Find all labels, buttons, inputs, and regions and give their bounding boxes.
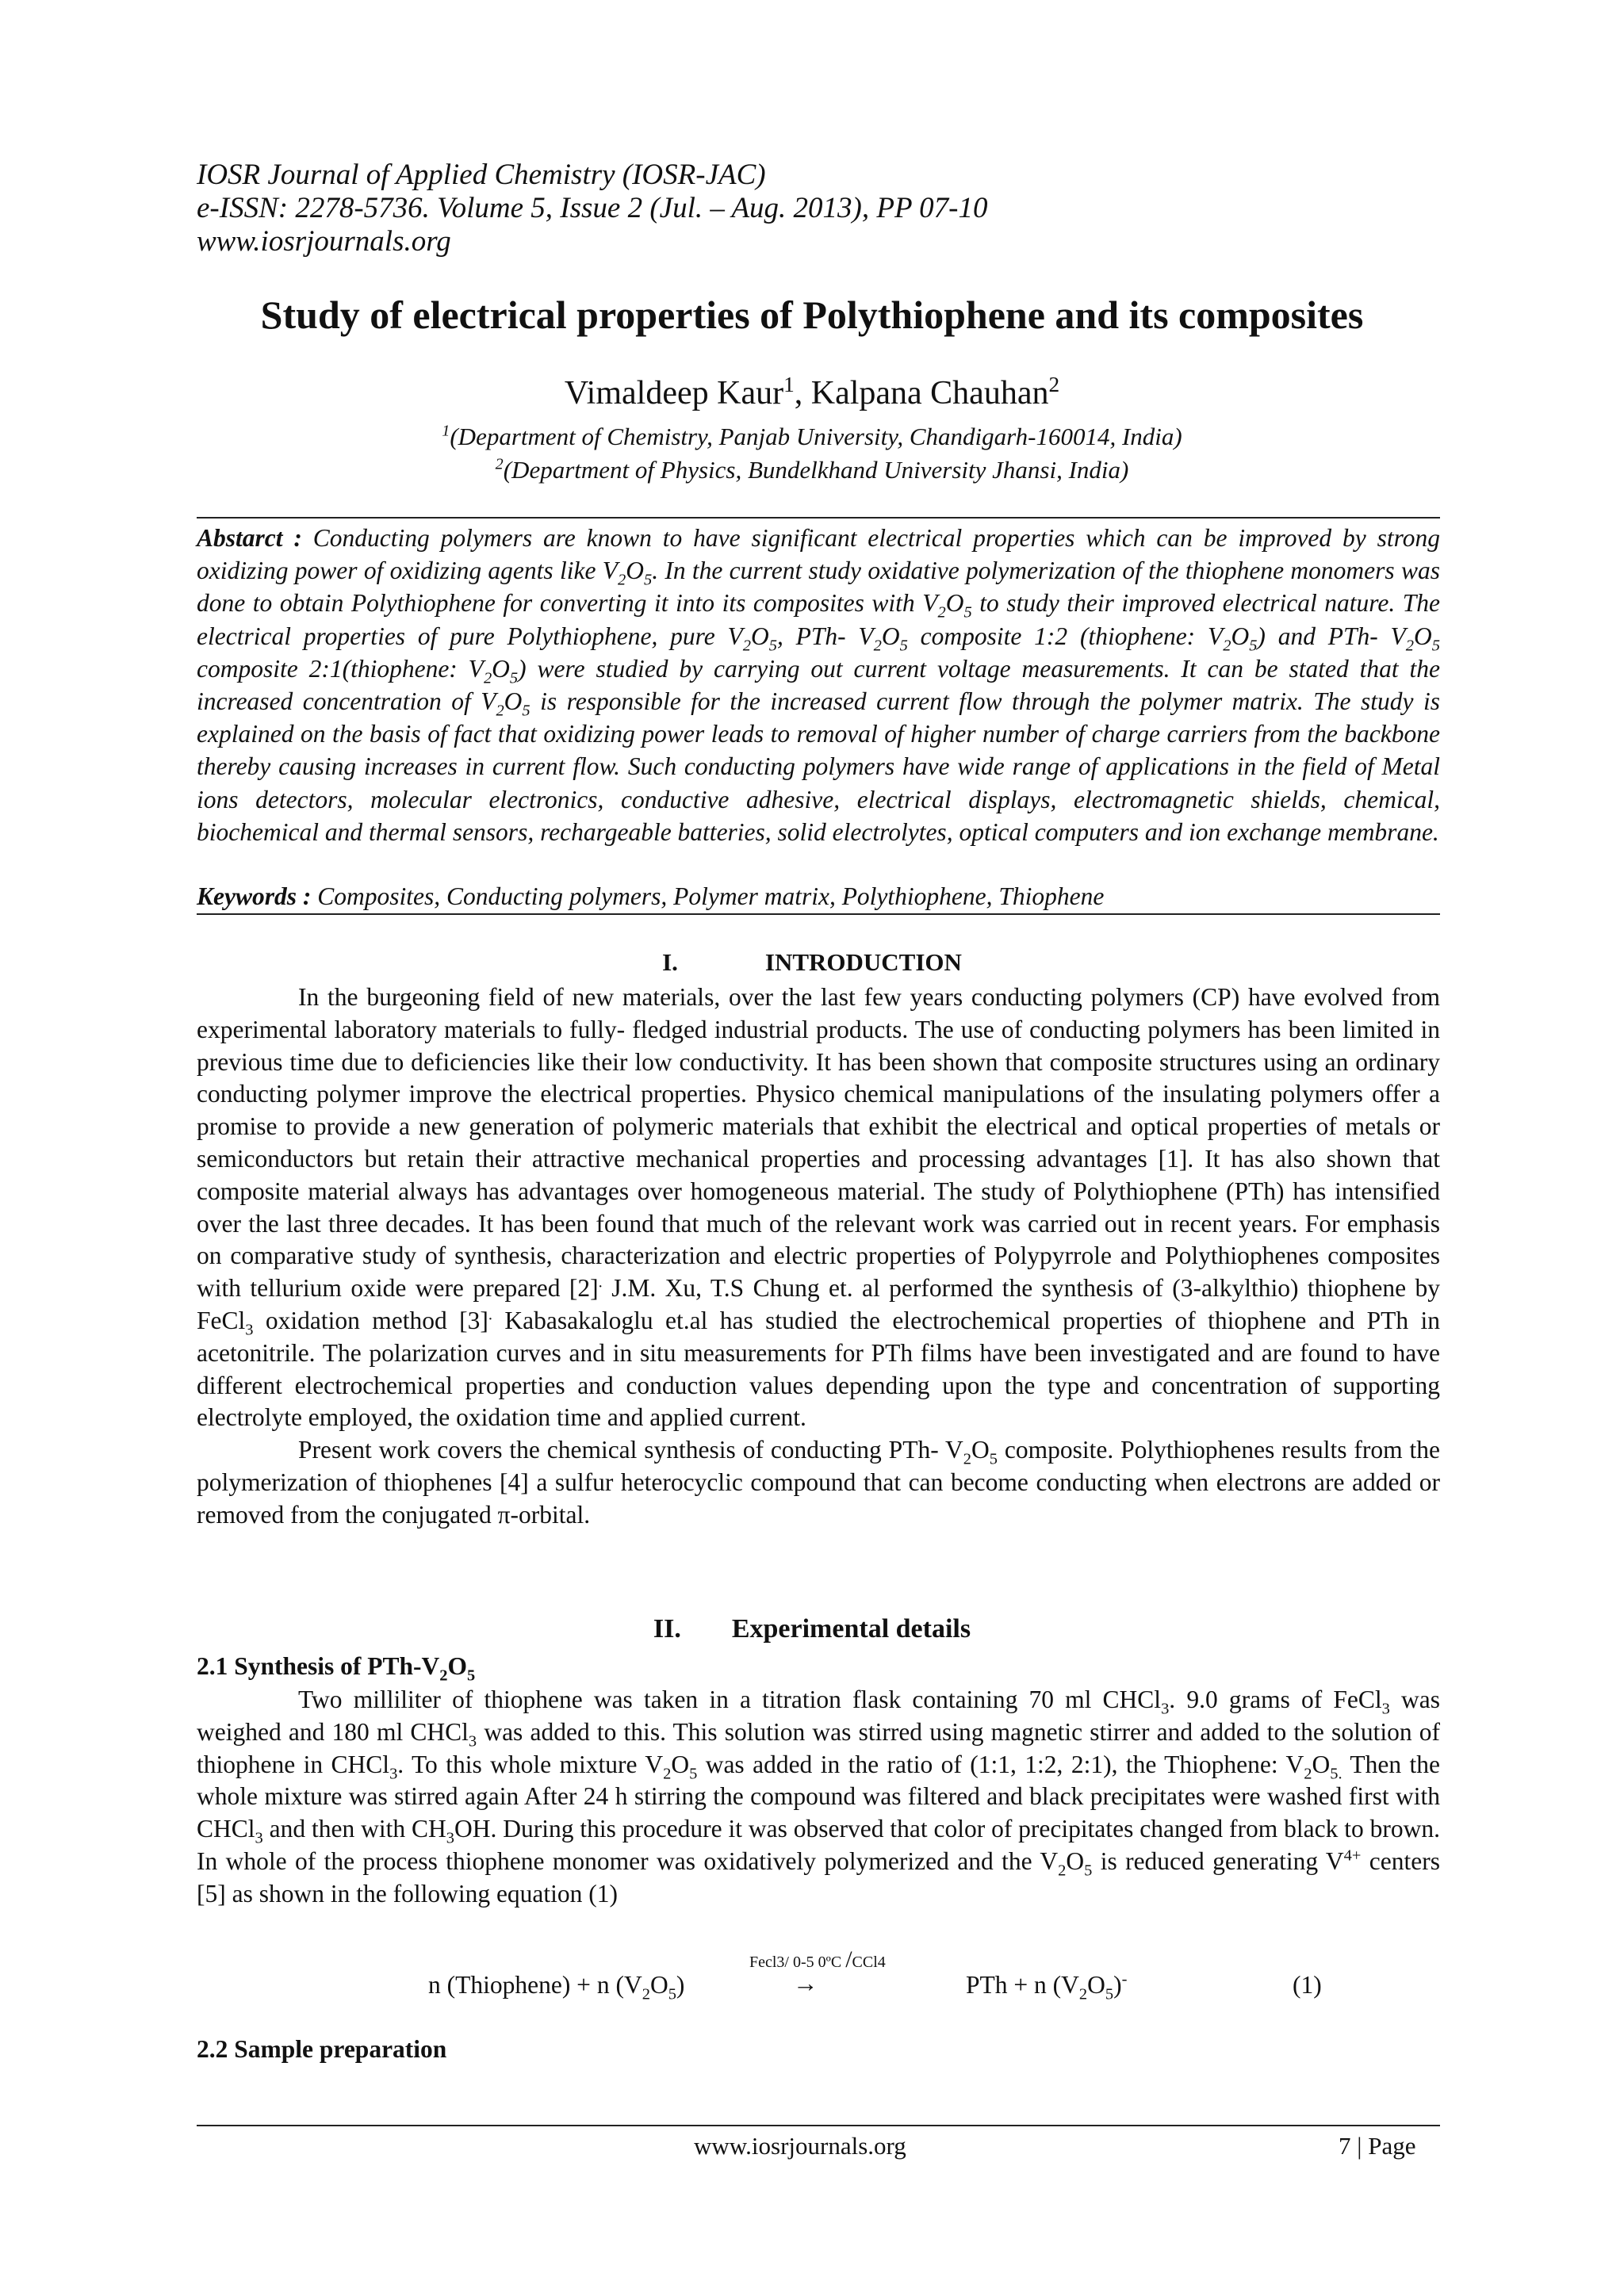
chem-o: O bbox=[671, 1750, 690, 1778]
abstract-text: composite 1:2 (thiophene: V bbox=[907, 622, 1224, 650]
chem-o: O bbox=[971, 1436, 990, 1464]
author-2: Kalpana Chauhan bbox=[810, 375, 1049, 411]
journal-issn: e-ISSN: 2278-5736. Volume 5, Issue 2 (Jul. – Aug. 2013), PP 07-10 bbox=[197, 192, 988, 224]
chem-o: O bbox=[1231, 622, 1250, 650]
equation-left bbox=[428, 1971, 685, 2003]
author-2-mark: 2 bbox=[1048, 373, 1060, 396]
affiliation-2-mark: 2 bbox=[495, 455, 504, 473]
text: was added to this. This solution was stirred using magnetic stirrer and added to the solution of thiophene in CHCl bbox=[197, 1717, 1440, 1778]
subscript: 3 bbox=[255, 1829, 263, 1847]
affiliation-1-mark: 1 bbox=[442, 422, 450, 440]
text: Two milliliter of thiophene was taken in a titration flask containing 70 ml CHCl bbox=[298, 1686, 1162, 1713]
subscript: 2 bbox=[937, 603, 946, 622]
subscript: 2 bbox=[617, 571, 626, 589]
text: n (Thiophene) + n (V bbox=[428, 1971, 642, 1999]
text: centers [5] as shown in the following equation (1) bbox=[197, 1846, 1440, 1908]
text: composite. Polythiophenes results from the polymerization of thiophenes [4] a sulfur heterocyclic compound that can become conducting when electrons are added or removed from the conjugated π-orbital. bbox=[197, 1436, 1440, 1529]
text: . 9.0 grams of FeCl bbox=[1169, 1686, 1382, 1713]
author-list bbox=[0, 374, 1624, 412]
text: and then with CH bbox=[262, 1815, 446, 1843]
equation-condition-text: Fecl3/ 0-5 0ºC bbox=[749, 1954, 846, 1971]
subscript-dot: . bbox=[1338, 1764, 1342, 1782]
subscript: 3 bbox=[245, 1321, 254, 1339]
abstract-text: ) and PTh- V bbox=[1257, 622, 1406, 650]
journal-name: IOSR Journal of Applied Chemistry (IOSR-JAC) bbox=[197, 159, 766, 191]
chem-o: O bbox=[1414, 622, 1432, 650]
subscript: 2 bbox=[1058, 1862, 1067, 1880]
abstract-text: . In the current study oxidative polymerization of the thiophene monomers was done to obtain Polythiophene for converting it into its composites with V bbox=[197, 557, 1440, 618]
subscript: 3 bbox=[1381, 1700, 1390, 1718]
synthesis-paragraph bbox=[197, 1684, 1440, 1911]
text: was weighed and 180 ml CHCl bbox=[197, 1686, 1440, 1746]
subscript: 3 bbox=[389, 1764, 398, 1782]
abstract-text: ) were studied by carrying out current voltage measurements. It can be stated that the increased concentration of V bbox=[197, 654, 1440, 716]
chem-o: O bbox=[492, 654, 510, 683]
subscript: 2 bbox=[1304, 1764, 1312, 1782]
abstract-text: composite 2:1(thiophene: V bbox=[197, 654, 484, 683]
section-2-heading bbox=[0, 1614, 1624, 1644]
text: ) bbox=[676, 1971, 685, 1999]
intro-paragraph-2 bbox=[197, 1434, 1440, 1531]
subscript: 2 bbox=[873, 636, 882, 654]
footer-page-number: 7 | Page bbox=[1339, 2132, 1416, 2160]
section-2-number: II. bbox=[653, 1614, 681, 1644]
subscript: 5 bbox=[989, 1450, 998, 1468]
text: is reduced generating V bbox=[1092, 1846, 1344, 1875]
subscript: 5 bbox=[1105, 1985, 1114, 2003]
author-1: Vimaldeep Kaur bbox=[564, 375, 784, 411]
subscript: 5 bbox=[643, 571, 653, 589]
superscript-dot: . bbox=[488, 1306, 493, 1324]
abstract-text: Conducting polymers are known to have significant electrical properties which can be improved by strong oxidizing power of oxidizing agents like V bbox=[197, 524, 1440, 585]
subscript: 5 bbox=[1084, 1862, 1093, 1880]
chem-o: O bbox=[1066, 1846, 1085, 1875]
journal-website[interactable]: www.iosrjournals.org bbox=[197, 225, 451, 258]
section-2-title: Experimental details bbox=[731, 1614, 971, 1644]
subscript: 3 bbox=[468, 1732, 477, 1751]
subscript: 2 bbox=[663, 1764, 672, 1782]
affiliation-1-text: (Department of Chemistry, Panjab University, Chandigarh-160014, India) bbox=[450, 423, 1182, 450]
chem-o: O bbox=[1087, 1971, 1105, 1999]
text: was added in the ratio of (1:1, 1:2, 2:1), the Thiophene: V bbox=[697, 1750, 1304, 1778]
subscript: 2 bbox=[742, 636, 751, 654]
subscript: 5 bbox=[963, 603, 972, 622]
keywords bbox=[197, 880, 1440, 913]
chem-o: O bbox=[649, 1971, 668, 1999]
subscript: 5 bbox=[522, 702, 530, 720]
subscript: 5 bbox=[1249, 636, 1258, 654]
subscript: 5 bbox=[467, 1667, 476, 1685]
text: oxidation method [3] bbox=[253, 1306, 488, 1334]
text: ) bbox=[1113, 1971, 1122, 1999]
subscript: 2 bbox=[642, 1985, 650, 2003]
text: J.M. Xu, T.S Chung et. al performed the synthesis of (3-alkylthio) thiophene by FeCl bbox=[197, 1274, 1440, 1334]
footer-rule bbox=[197, 2125, 1440, 2126]
abstract-text: to study their improved electrical nature. The electrical properties of pure Polythiophene, pure V bbox=[197, 589, 1440, 650]
equation-right bbox=[966, 1970, 1128, 2003]
subscript: 5 bbox=[1330, 1764, 1339, 1782]
text: PTh + n (V bbox=[966, 1971, 1079, 1999]
abstract bbox=[197, 522, 1440, 848]
superscript: 4+ bbox=[1343, 1846, 1362, 1865]
abstract-bottom-rule bbox=[197, 913, 1440, 915]
subscript: 5 bbox=[689, 1764, 698, 1782]
subscript: 2 bbox=[496, 702, 504, 720]
author-separator: , bbox=[794, 375, 811, 411]
section-1-heading bbox=[0, 948, 1624, 977]
abstract-text: , PTh- V bbox=[776, 622, 874, 650]
chem-o: O bbox=[881, 622, 900, 650]
subscript: 2 bbox=[1405, 636, 1415, 654]
section-1-body bbox=[197, 982, 1440, 1532]
subscript: 5 bbox=[768, 636, 777, 654]
subscript: 5 bbox=[899, 636, 908, 654]
subscript: 2 bbox=[439, 1667, 448, 1685]
section-1-number: I. bbox=[662, 948, 678, 976]
text: Then the whole mixture was stirred again After 24 h stirring the compound was filtered and black precipitates were washed first with CHCl bbox=[197, 1750, 1441, 1843]
keywords-text: Composites, Conducting polymers, Polymer matrix, Polythiophene, Thiophene bbox=[311, 882, 1105, 910]
author-1-mark: 1 bbox=[783, 373, 795, 396]
abstract-top-rule bbox=[197, 517, 1440, 519]
text: . To this whole mixture V bbox=[397, 1750, 664, 1778]
subscript: 2 bbox=[1223, 636, 1231, 654]
chem-o: O bbox=[447, 1652, 468, 1680]
subscript: 2 bbox=[1078, 1985, 1088, 2003]
intro-paragraph-1 bbox=[197, 982, 1440, 1434]
affiliation-2 bbox=[0, 456, 1624, 484]
keywords-label: Keywords : bbox=[197, 882, 312, 910]
equation-condition-solvent: CCl4 bbox=[852, 1954, 886, 1971]
affiliation-2-text: (Department of Physics, Bundelkhand University Jhansi, India) bbox=[503, 456, 1129, 484]
superscript-dot: . bbox=[598, 1273, 603, 1292]
text: Present work covers the chemical synthesis of conducting PTh- V bbox=[298, 1436, 963, 1464]
subscript: 2 bbox=[483, 669, 492, 687]
section-1-title: INTRODUCTION bbox=[764, 948, 962, 976]
chem-o: O bbox=[504, 687, 523, 716]
chem-o: O bbox=[945, 589, 964, 618]
text: In the burgeoning field of new materials, over the last few years conducting polymers (CP) have evolved from experimental laboratory materials to fully- fledged industrial products. The use of conducting polymers has been limited in previous time due to deficiencies like their low conductivity. It has been shown that composite structures using an ordinary conducting polymer improve the electrical properties. Physico chemical manipulations of the insulating polymers offer a promise to provide a new generation of polymeric materials that exhibit the electrical and optical properties of metals or semiconductors but retain their attractive mechanical properties and processing advantages [1]. It has also shown that composite material always has advantages over homogeneous material. The study of Polythiophene (PTh) has intensified over the last three decades. It has been found that much of the relevant work was carried out in recent years. For emphasis on comparative study of synthesis, characterization and electric properties of Polypyrrole and Polythiophenes composites with tellurium oxide were prepared [2] bbox=[197, 983, 1440, 1303]
text: OH. During this procedure it was observed that color of precipitates changed from black to brown. In whole of the process thiophene monomer was oxidatively polymerized and the V bbox=[197, 1815, 1440, 1875]
subscript: 3 bbox=[1161, 1700, 1170, 1718]
subscript: 2 bbox=[963, 1450, 971, 1468]
chem-o: O bbox=[1312, 1750, 1331, 1778]
equation-number: (1) bbox=[1293, 1971, 1322, 1999]
equation-condition-slash: / bbox=[845, 1946, 852, 1973]
text: Kabasakaloglu et.al has studied the electrochemical properties of thiophene and PTh in acetonitrile. The polarization curves and in situ measurements for PTh films have been investigated and are found to have different electrochemical properties and conduction values depending upon the type and concentration of supporting electrolyte employed, the oxidation time and applied current. bbox=[197, 1306, 1441, 1432]
chem-o: O bbox=[626, 557, 644, 585]
subscript: 5 bbox=[668, 1985, 676, 2003]
abstract-text: is responsible for the increased current flow through the polymer matrix. The study is explained on the basis of fact that oxidizing power leads to removal of higher number of charge carriers from the backbone thereby causing increases in current flow. Such conducting polymers have wide range of applications in the field of Metal ions detectors, molecular electronics, conductive adhesive, electrical displays, electromagnetic shields, chemical, biochemical and thermal sensors, rechargeable batteries, solid electrolytes, optical computers and ion exchange membrane. bbox=[197, 687, 1440, 846]
paper-title: Study of electrical properties of Polythiophene and its composites bbox=[260, 293, 1364, 337]
subsection-2-1-label: 2.1 Synthesis of PTh-V bbox=[197, 1652, 440, 1680]
subscript: 5 bbox=[509, 669, 519, 687]
abstract-label: Abstarct : bbox=[197, 524, 302, 552]
subsection-2-1-heading bbox=[197, 1652, 476, 1685]
equation-arrow: → bbox=[793, 1969, 818, 1997]
chem-o: O bbox=[750, 622, 769, 650]
superscript: - bbox=[1121, 1970, 1128, 1988]
subscript: 3 bbox=[446, 1829, 454, 1847]
subsection-2-2-heading: 2.2 Sample preparation bbox=[197, 2035, 447, 2063]
subsection-2-1-body bbox=[197, 1684, 1440, 1911]
footer-website[interactable]: www.iosrjournals.org bbox=[694, 2132, 906, 2160]
subscript: 5 bbox=[1431, 636, 1441, 654]
affiliation-1 bbox=[0, 423, 1624, 451]
